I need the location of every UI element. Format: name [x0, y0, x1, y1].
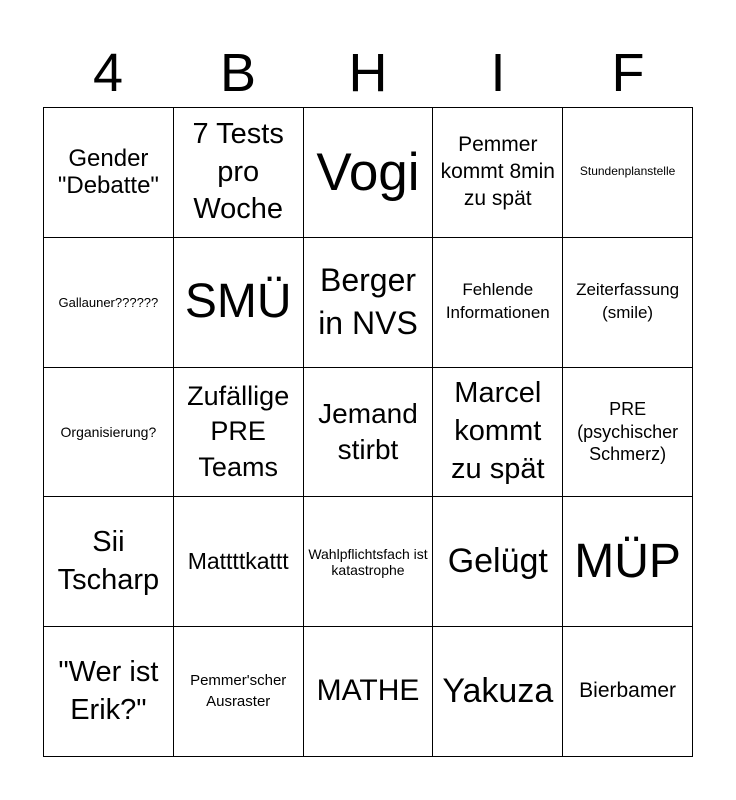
header-letter-5: F	[611, 43, 645, 103]
bingo-cell[interactable]	[44, 108, 174, 238]
cell-label: Organisierung?	[60, 423, 157, 440]
bingo-cell[interactable]	[174, 627, 304, 757]
cell-label: Gender "Debatte"	[57, 144, 159, 200]
header-letter-3: H	[348, 43, 388, 103]
bingo-cell[interactable]	[433, 627, 563, 757]
bingo-cell[interactable]	[563, 627, 693, 757]
cell-label: Stundenplanstelle	[579, 164, 676, 179]
cell-label: Fehlende Informationen	[445, 280, 550, 323]
cell-label: PRE (psychischer Schmerz)	[577, 399, 679, 465]
bingo-cell[interactable]	[44, 368, 174, 498]
header-letter-1: 4	[92, 43, 124, 103]
bingo-cell[interactable]	[44, 497, 174, 627]
cell-label: Gelügt	[447, 542, 548, 581]
cell-label: MATHE	[316, 674, 420, 708]
cell-label: Wahlpflichtsfach ist katastrophe	[308, 545, 428, 578]
cell-label: SMÜ	[184, 275, 292, 329]
bingo-header	[43, 40, 693, 106]
bingo-cell[interactable]	[433, 238, 563, 368]
bingo-cell[interactable]	[433, 497, 563, 627]
cell-label: Mattttkattt	[187, 548, 289, 575]
bingo-cell[interactable]	[304, 627, 434, 757]
bingo-cell[interactable]	[563, 238, 693, 368]
cell-label: Sii Tscharp	[57, 526, 160, 596]
cell-label: Vogi	[316, 142, 420, 202]
bingo-cell[interactable]	[304, 108, 434, 238]
cell-label: 7 Tests pro Woche	[192, 117, 284, 226]
cell-label: MÜP	[574, 534, 681, 588]
cell-label: Jemand stirbt	[318, 397, 418, 465]
cell-label: Marcel kommt zu spät	[451, 377, 545, 485]
bingo-cell[interactable]	[44, 238, 174, 368]
cell-label: "Wer ist Erik?"	[58, 655, 159, 726]
cell-label: Pemmer kommt 8min zu spät	[440, 133, 555, 210]
bingo-cell[interactable]	[433, 368, 563, 498]
cell-label: Gallauner??????	[58, 294, 159, 310]
bingo-cell[interactable]	[433, 108, 563, 238]
cell-label: Zufällige PRE Teams	[187, 381, 290, 482]
header-letter-4: I	[490, 43, 506, 103]
cell-label: Bierbamer	[579, 679, 677, 703]
cell-label: Berger in NVS	[318, 262, 418, 342]
bingo-cell[interactable]	[563, 368, 693, 498]
bingo-cell[interactable]	[563, 108, 693, 238]
bingo-cell[interactable]	[44, 627, 174, 757]
bingo-cell[interactable]	[304, 497, 434, 627]
bingo-board	[43, 107, 693, 757]
cell-label: Yakuza	[442, 671, 554, 710]
bingo-cell[interactable]	[174, 497, 304, 627]
bingo-cell[interactable]	[174, 238, 304, 368]
header-letter-2: B	[219, 43, 257, 103]
bingo-cell[interactable]	[304, 238, 434, 368]
bingo-cell[interactable]	[304, 368, 434, 498]
bingo-cell[interactable]	[563, 497, 693, 627]
bingo-cell[interactable]	[174, 108, 304, 238]
cell-label: Zeiterfassung (smile)	[576, 280, 680, 323]
bingo-cell[interactable]	[174, 368, 304, 498]
cell-label: Pemmer'scher Ausraster	[190, 672, 287, 710]
